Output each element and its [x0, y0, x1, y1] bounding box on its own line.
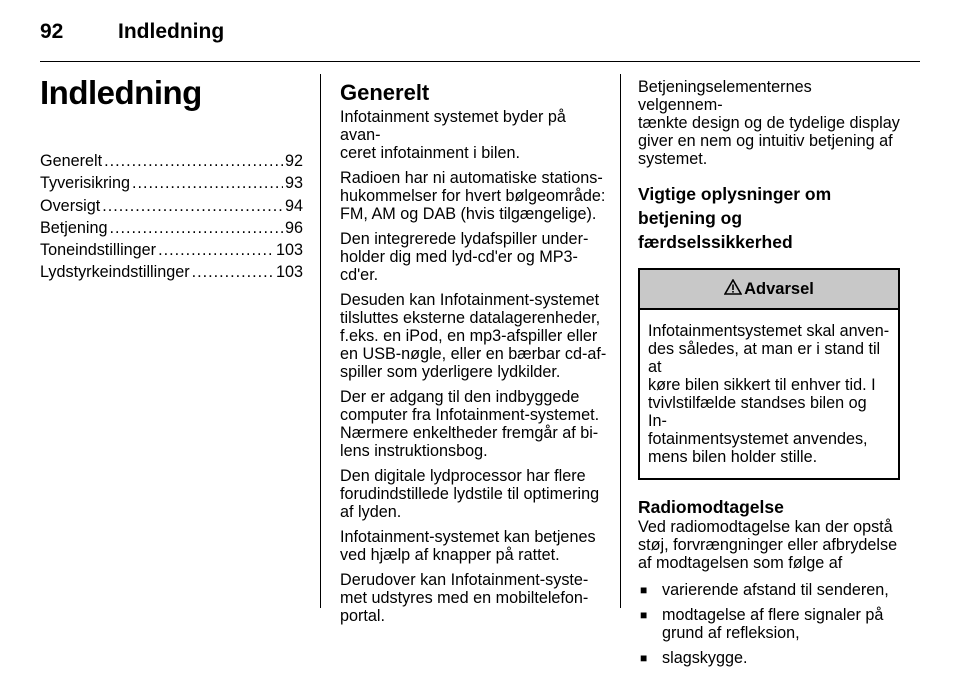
bullet-square-icon: ■ [640, 608, 648, 622]
chapter-title: Indledning [40, 74, 202, 111]
warning-triangle-icon [724, 279, 742, 299]
warning-header [640, 270, 898, 310]
toc-label: Oversigt [40, 196, 101, 215]
toc-label: Betjening [40, 218, 108, 237]
toc-label: Lydstyrkeindstillinger [40, 263, 190, 282]
middle-column [340, 80, 608, 632]
list-item [638, 649, 900, 667]
toc-entry-tyverisikring[interactable] [40, 174, 303, 196]
bullet-text: slagskygge. [662, 649, 748, 667]
paragraph: Den integrerede lydafspiller under- holder dig med lyd-cd'er og MP3- cd'er. [340, 230, 589, 284]
list-item [638, 581, 900, 599]
paragraph: Infotainment-systemet kan betjenes ved hjælp af knapper på rattet. [340, 528, 596, 564]
toc-entry-generelt[interactable] [40, 152, 303, 174]
paragraph: Derudover kan Infotainment-syste- met udstyres med en mobiltelefon- portal. [340, 571, 589, 625]
warning-box [638, 268, 900, 480]
toc-page: 103 [275, 241, 303, 260]
radio-paragraph: Ved radiomodtagelse kan der opstå støj, forvrængninger eller afbrydelse af modtagelsen som følge af [638, 518, 898, 572]
bullet-square-icon: ■ [640, 583, 648, 597]
right-column [638, 78, 900, 674]
toc-label: Generelt [40, 152, 103, 170]
toc-page: 96 [284, 218, 303, 237]
paragraph: Infotainment systemet byder på avan- ceret infotainment i bilen. [340, 108, 566, 162]
warning-text: Infotainmentsystemet skal anven- des således, at man er i stand til at køre bilen sikkert til enhver tid. I tvivlstilfælde standses bilen og In- fotainmentsystemet anvendes, mens bilen holder stille. [648, 322, 890, 466]
toc-page: 92 [284, 152, 303, 170]
section-heading-generelt: Generelt [340, 80, 430, 105]
bullet-text: varierende afstand til senderen, [662, 581, 889, 599]
bullet-square-icon: ■ [640, 651, 648, 665]
column-divider [620, 74, 621, 608]
list-item [638, 606, 900, 642]
paragraph: Der er adgang til den indbyggede computer fra Infotainment-systemet. Nærmere enkeltheder fremgår af bi- lens instruktionsbog. [340, 388, 600, 460]
intro-paragraph: Betjeningselementernes velgennem- tænkte design og de tydelige display giver en nem og intuitiv betjening af systemet. [638, 78, 900, 168]
toc-page: 93 [284, 174, 303, 193]
column-divider [320, 74, 321, 608]
toc-page: 94 [284, 196, 303, 215]
paragraph: Den digitale lydprocessor har flere forudindstillede lydstile til optimering af lyden. [340, 467, 600, 521]
header-rule [40, 61, 920, 62]
toc-entry-toneindstillinger[interactable] [40, 241, 303, 263]
paragraph: Desuden kan Infotainment-systemet tilsluttes eksterne datalagerenheder, f.eks. en iPod, en mp3-afspiller eller en USB-nøgle, eller en bærbar cd-af- spiller som yderligere lydkilder. [340, 291, 607, 381]
toc-page: 103 [275, 263, 303, 282]
toc-label: Toneindstillinger [40, 241, 157, 260]
section-heading-safety: Vigtige oplysninger om betjening og færdselssikkerhed [638, 184, 832, 252]
toc-label: Tyverisikring [40, 174, 130, 193]
toc-entry-lydstyrkeindstillinger[interactable] [40, 263, 303, 285]
bullet-text: modtagelse af flere signaler på grund af refleksion, [662, 606, 884, 642]
warning-title: Advarsel [744, 280, 814, 298]
running-title: Indledning [118, 20, 225, 43]
toc-entry-oversigt[interactable] [40, 197, 303, 219]
paragraph: Radioen har ni automatiske stations- hukommelser for hvert bølgeområde: FM, AM og DAB (hvis tilgængelige). [340, 169, 606, 223]
table-of-contents [40, 152, 303, 286]
toc-entry-betjening[interactable] [40, 219, 303, 241]
section-heading-radio: Radiomodtagelse [638, 497, 784, 517]
page-number: 92 [40, 20, 64, 43]
